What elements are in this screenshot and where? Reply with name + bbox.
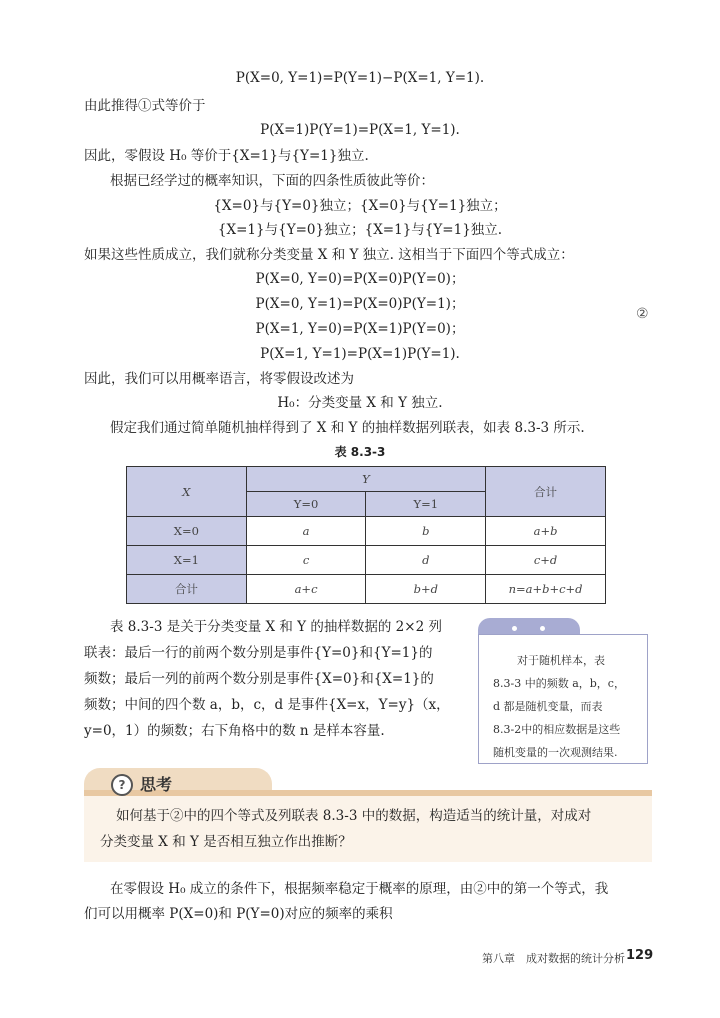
table-cell: b+d bbox=[366, 575, 486, 604]
sidenote-line: 随机变量的一次观测结果. bbox=[493, 746, 618, 759]
table-cell: c bbox=[246, 546, 366, 575]
row-label: X=0 bbox=[127, 517, 247, 546]
header-x: X bbox=[127, 467, 247, 517]
table-cell: b bbox=[366, 517, 486, 546]
sidenote-line: 8.3-2中的相应数据是这些 bbox=[493, 723, 621, 736]
contingency-table bbox=[126, 466, 606, 604]
header-total: 合计 bbox=[486, 467, 606, 517]
text-line-1: 由此推得①式等价于 bbox=[84, 98, 206, 114]
sidenote-line: 对于随机样本，表 bbox=[517, 654, 605, 667]
equation-number: ② bbox=[636, 306, 649, 322]
paragraph-line: 频数；中间的四个数 a，b，c，d 是事件{X=x，Y=y}（x， bbox=[84, 697, 450, 713]
row-label: 合计 bbox=[127, 575, 247, 604]
think-text: 分类变量 X 和 Y 是否相互独立作出推断？ bbox=[100, 834, 352, 850]
header-y: Y bbox=[246, 467, 485, 492]
bottom-text-line: 们可以用概率 P(X=0)和 P(Y=0)对应的频率的乘积 bbox=[84, 906, 393, 922]
sidenote-line: d 都是随机变量，而表 bbox=[493, 700, 603, 713]
paragraph-line: 联表：最后一行的前两个数分别是事件{Y=0}和{Y=1}的 bbox=[84, 645, 433, 661]
dot-icon bbox=[540, 626, 545, 631]
table-title: 表 8.3-3 bbox=[334, 445, 386, 459]
table-cell: c+d bbox=[486, 546, 606, 575]
dot-icon bbox=[512, 626, 517, 631]
text-line-6: 假定我们通过简单随机抽样得到了 X 和 Y 的抽样数据列联表，如表 8.3-3 所示. bbox=[110, 420, 585, 436]
row-label: X=1 bbox=[127, 546, 247, 575]
table-cell: a+b bbox=[486, 517, 606, 546]
question-icon: ? bbox=[111, 774, 133, 796]
paragraph-line: y=0，1）的频数；右下角格中的数 n 是样本容量. bbox=[84, 723, 385, 739]
equation-1: P(X=0, Y=1)=P(Y=1)−P(X=1, Y=1). bbox=[235, 70, 485, 86]
text-line-2: 因此，零假设 H₀ 等价于{X=1}与{Y=1}独立. bbox=[84, 148, 369, 164]
text-line-4: 如果这些性质成立，我们就称分类变量 X 和 Y 独立. 这相当于下面四个等式成立： bbox=[84, 247, 574, 263]
footer-chapter: 第八章 成对数据的统计分析 bbox=[482, 952, 625, 965]
paragraph-line: 频数；最后一列的前两个数分别是事件{X=0}和{X=1}的 bbox=[84, 671, 434, 687]
text-line-3: 根据已经学过的概率知识，下面的四条性质彼此等价： bbox=[110, 173, 434, 189]
table-row bbox=[127, 517, 606, 546]
null-hypothesis: H₀：分类变量 X 和 Y 独立. bbox=[277, 395, 443, 411]
table-row bbox=[127, 546, 606, 575]
header-y0: Y=0 bbox=[246, 492, 366, 517]
header-y1: Y=1 bbox=[366, 492, 486, 517]
text-line-5: 因此，我们可以用概率语言，将零假设改述为 bbox=[84, 371, 354, 387]
table-cell: n=a+b+c+d bbox=[486, 575, 606, 604]
think-text: 如何基于②中的四个等式及列联表 8.3-3 中的数据，构造适当的统计量，对成对 bbox=[116, 808, 592, 824]
independence-equation: P(X=0, Y=1)=P(X=0)P(Y=1)； bbox=[255, 296, 465, 312]
table-cell: a bbox=[246, 517, 366, 546]
table-cell: d bbox=[366, 546, 486, 575]
independence-equation: P(X=0, Y=0)=P(X=0)P(Y=0)； bbox=[255, 271, 465, 287]
paragraph-line: 表 8.3-3 是关于分类变量 X 和 Y 的抽样数据的 2×2 列 bbox=[110, 619, 442, 635]
equation-2: P(X=1)P(Y=1)=P(X=1, Y=1). bbox=[260, 122, 460, 138]
page-number: 129 bbox=[626, 948, 654, 963]
sidenote-box bbox=[478, 634, 648, 764]
independence-equation: P(X=1, Y=0)=P(X=1)P(Y=0)； bbox=[255, 321, 465, 337]
bottom-text-line: 在零假设 H₀ 成立的条件下，根据频率稳定于概率的原理，由②中的第一个等式，我 bbox=[110, 881, 609, 897]
think-title: 思考 bbox=[140, 775, 173, 794]
independence-equation: P(X=1, Y=1)=P(X=1)P(Y=1). bbox=[260, 346, 460, 362]
property-line-1: {X=0}与{Y=0}独立；{X=0}与{Y=1}独立； bbox=[213, 198, 507, 214]
table-cell: a+c bbox=[246, 575, 366, 604]
property-line-2: {X=1}与{Y=0}独立；{X=1}与{Y=1}独立. bbox=[217, 222, 503, 238]
sidenote-line: 8.3-3 中的频数 a，b，c， bbox=[493, 677, 625, 690]
table-row bbox=[127, 575, 606, 604]
